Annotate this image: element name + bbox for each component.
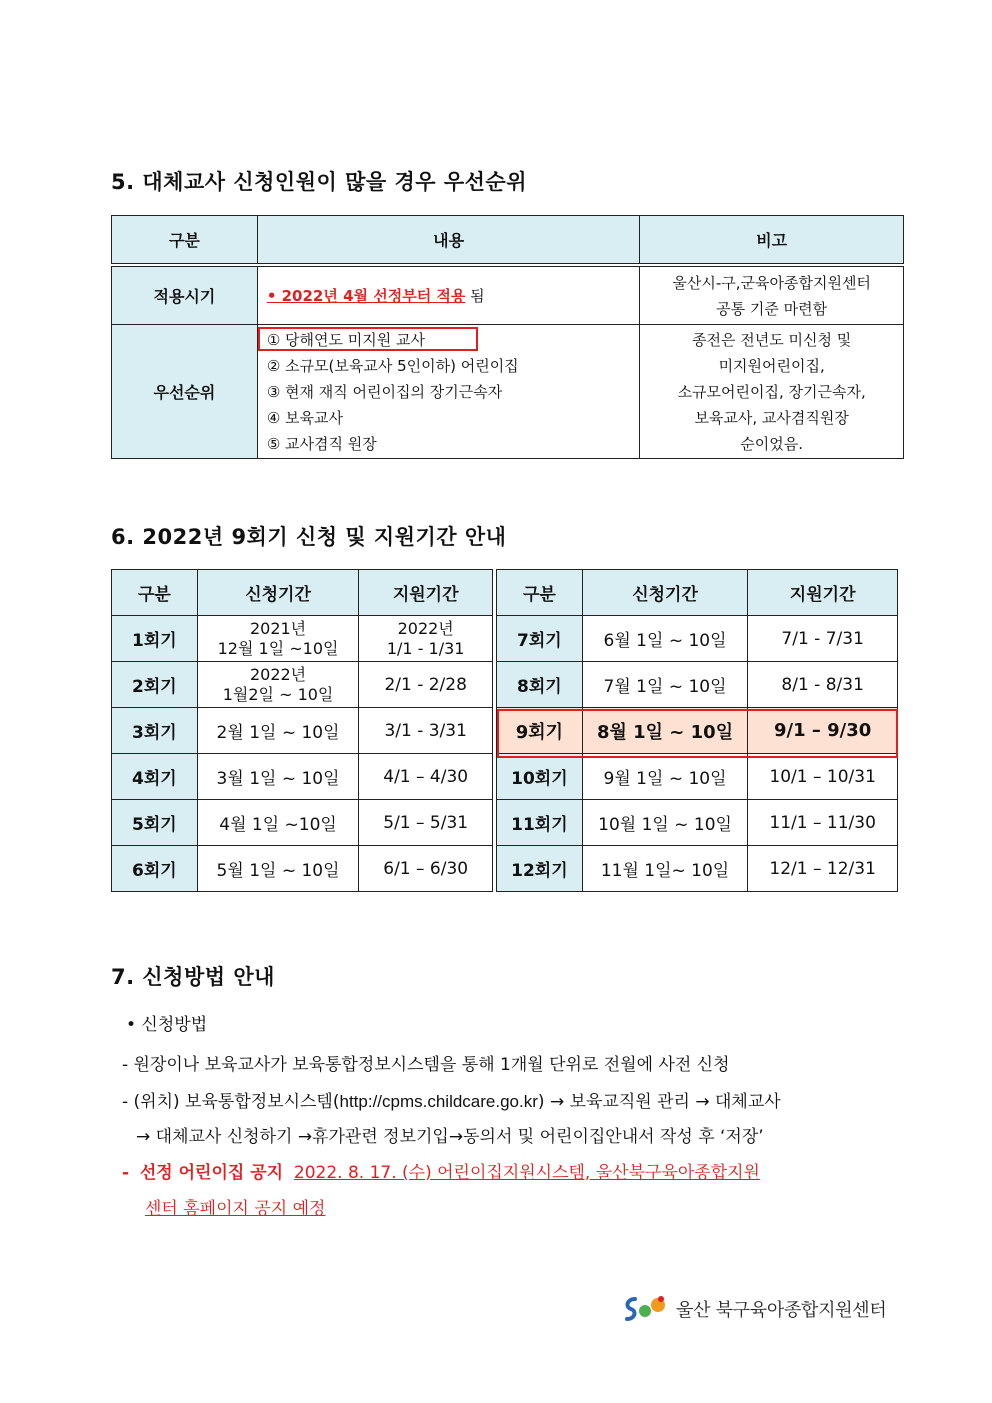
priority-label: 우선순위 xyxy=(112,325,258,459)
header-content: 내용 xyxy=(257,216,640,264)
round-label: 10회기 xyxy=(497,754,583,800)
method-bullet: • 신청방법 xyxy=(126,1015,208,1035)
apply-period-note xyxy=(640,267,904,325)
round-label: 4회기 xyxy=(112,754,198,800)
apply-period xyxy=(197,662,359,708)
apply-period: 3월 1일 ~ 10일 xyxy=(197,754,359,800)
method-line-1: - 원장이나 보육교사가 보육통합정보시스템을 통해 1개월 단위로 전월에 사전 신청 xyxy=(122,1055,730,1075)
support-period: 11/1 – 11/30 xyxy=(748,800,898,846)
support-period: 12/1 – 12/31 xyxy=(748,846,898,892)
apply-period-label: 적용시기 xyxy=(112,267,258,325)
apply-period: 4월 1일 ~10일 xyxy=(197,800,359,846)
center-logo-icon xyxy=(621,1293,671,1325)
section7-title: 7. 신청방법 안내 xyxy=(111,965,275,989)
support-period: 4/1 – 4/30 xyxy=(359,754,493,800)
current-round-highlight-box xyxy=(497,709,898,758)
section5-title: 5. 대체교사 신청인원이 많을 경우 우선순위 xyxy=(111,170,528,194)
method-line-3: → 대체교사 신청하기 →휴가관련 정보기입→동의서 및 어린이집안내서 작성 후 ‘저장’ xyxy=(136,1127,764,1147)
note-line: 보육교사, 교사겸직원장 xyxy=(694,408,849,427)
priority-note xyxy=(640,325,904,459)
support-dates: 1/1 - 1/31 xyxy=(386,638,465,658)
header-support: 지원기간 xyxy=(748,570,898,616)
apply-period: 9월 1일 ~ 10일 xyxy=(582,754,748,800)
priority-item: ① 당해연도 미지원 교사 xyxy=(266,330,425,349)
center-logo-text: 울산 북구육아종합지원센터 xyxy=(676,1300,887,1321)
round-label: 2회기 xyxy=(112,662,198,708)
note-line: 소규모어린이집, 장기근속자, xyxy=(677,382,866,401)
apply-period: 11월 1일~ 10일 xyxy=(582,846,748,892)
round-label: 11회기 xyxy=(497,800,583,846)
support-period: 10/1 – 10/31 xyxy=(748,754,898,800)
round-label: 1회기 xyxy=(112,616,198,662)
header-round: 구분 xyxy=(112,570,198,616)
notice-title: 선정 어린이집 공지 xyxy=(139,1163,284,1183)
bullet: • xyxy=(266,287,282,305)
method-line-5: 센터 홈페이지 공지 예정 xyxy=(145,1199,326,1219)
support-period: 5/1 – 5/31 xyxy=(359,800,493,846)
header-round: 구분 xyxy=(497,570,583,616)
system-url[interactable]: http://cpms.childcare.go.kr xyxy=(339,1092,538,1111)
round-label: 6회기 xyxy=(112,846,198,892)
round-label: 5회기 xyxy=(112,800,198,846)
notice-date: 2022. 8. 17. (수) 어린이집지원시스템, 울산북구육아종합지원 xyxy=(293,1163,760,1183)
header-note: 비고 xyxy=(640,216,904,264)
support-period: 3/1 - 3/31 xyxy=(359,708,493,754)
header-apply: 신청기간 xyxy=(197,570,359,616)
note-line: 공통 기준 마련함 xyxy=(716,299,828,318)
apply-year: 2022년 xyxy=(249,664,307,684)
priority-table xyxy=(111,215,904,459)
support-period: 6/1 – 6/30 xyxy=(359,846,493,892)
priority-item: ⑤ 교사겸직 원장 xyxy=(266,434,377,453)
current-apply-period: 8월 1일 ~ 10일 xyxy=(582,708,748,754)
apply-dates: 12월 1일 ~10일 xyxy=(217,638,339,658)
apply-period: 5월 1일 ~ 10일 xyxy=(197,846,359,892)
apply-period-highlight: 2022년 4월 선정부터 적용 xyxy=(281,287,466,305)
support-period: 7/1 - 7/31 xyxy=(748,616,898,662)
priority-highlight-box xyxy=(258,327,478,351)
priority-item: ③ 현재 재직 어린이집의 장기근속자 xyxy=(266,382,503,401)
note-line: 순이었음. xyxy=(740,434,804,453)
header-category: 구분 xyxy=(112,216,258,264)
apply-period: 6월 1일 ~ 10일 xyxy=(582,616,748,662)
round-label: 8회기 xyxy=(497,662,583,708)
support-period: 8/1 - 8/31 xyxy=(748,662,898,708)
apply-period: 10월 1일 ~ 10일 xyxy=(582,800,748,846)
method-line-2 xyxy=(122,1087,781,1112)
header-apply: 신청기간 xyxy=(582,570,748,616)
apply-period: 2월 1일 ~ 10일 xyxy=(197,708,359,754)
method-line-4 xyxy=(122,1158,760,1183)
note-line: 미지원어린이집, xyxy=(718,356,825,375)
round-label: 12회기 xyxy=(497,846,583,892)
apply-period-content xyxy=(257,267,640,325)
apply-period: 7월 1일 ~ 10일 xyxy=(582,662,748,708)
apply-period-tail: 됨 xyxy=(465,287,485,305)
support-period xyxy=(359,616,493,662)
method-line-2-suffix: ) → 보육교직원 관리 → 대체교사 xyxy=(537,1092,781,1112)
header-support: 지원기간 xyxy=(359,570,493,616)
apply-dates: 1월2일 ~ 10일 xyxy=(222,684,334,704)
support-year: 2022년 xyxy=(397,618,454,638)
notice-dash: - xyxy=(122,1163,130,1183)
priority-item: ④ 보육교사 xyxy=(266,408,343,427)
note-line: 종전은 전년도 미신청 및 xyxy=(692,330,852,349)
note-line: 울산시-구,군육아종합지원센터 xyxy=(672,273,871,292)
section6-title: 6. 2022년 9회기 신청 및 지원기간 안내 xyxy=(111,525,507,549)
current-round-label: 9회기 xyxy=(497,708,583,754)
current-support-period: 9/1 – 9/30 xyxy=(748,708,898,754)
round-label: 7회기 xyxy=(497,616,583,662)
priority-item: ② 소규모(보육교사 5인이하) 어린이집 xyxy=(266,356,519,375)
apply-year: 2021년 xyxy=(249,618,307,638)
round-label: 3회기 xyxy=(112,708,198,754)
support-period: 2/1 - 2/28 xyxy=(359,662,493,708)
method-line-2-prefix: - (위치) 보육통합정보시스템( xyxy=(122,1092,340,1112)
apply-period xyxy=(197,616,359,662)
